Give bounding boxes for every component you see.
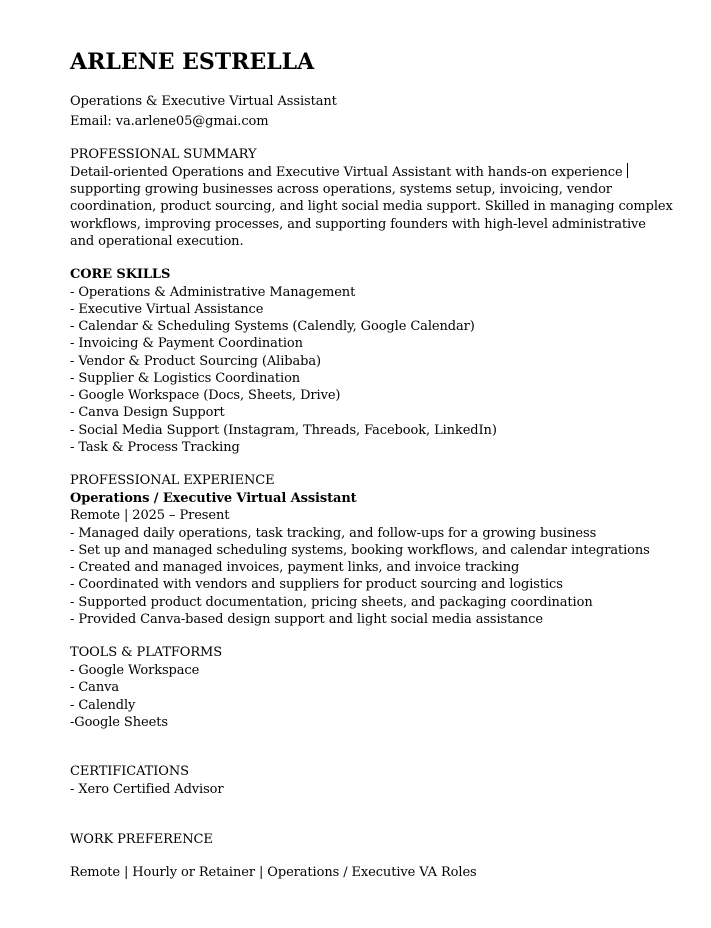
list-item: - Set up and managed scheduling systems, booking workflows, and calendar integrations [70, 542, 650, 558]
list-item: - Managed daily operations, task tracking, and follow-ups for a growing business [70, 525, 597, 541]
list-item: - Vendor & Product Sourcing (Alibaba) [70, 353, 321, 369]
skills-list [70, 284, 497, 457]
list-item: - Xero Certified Advisor [70, 782, 224, 797]
experience-role: Operations / Executive Virtual Assistant [70, 490, 357, 506]
summary-line: supporting growing businesses across operations, systems setup, invoicing, vendor [70, 181, 612, 197]
list-item: - Operations & Administrative Management [70, 284, 356, 300]
experience-list [70, 525, 650, 629]
candidate-name: ARLENE ESTRELLA [70, 49, 315, 75]
list-item: - Calendar & Scheduling Systems (Calendly, Google Calendar) [70, 319, 475, 334]
list-item: - Canva [70, 680, 119, 696]
experience-heading: PROFESSIONAL EXPERIENCE [70, 473, 275, 488]
list-item: - Google Workspace (Docs, Sheets, Drive) [70, 388, 341, 403]
list-item: - Provided Canva-based design support and light social media assistance [70, 611, 543, 627]
summary-line: workflows, improving processes, and supporting founders with high-level administrative [70, 216, 646, 232]
list-item: - Coordinated with vendors and suppliers for product sourcing and logistics [70, 577, 563, 593]
list-item: - Executive Virtual Assistance [70, 301, 264, 317]
list-item: - Canva Design Support [70, 405, 225, 421]
summary-line: Detail-oriented Operations and Executive Virtual Assistant with hands-on experience [70, 163, 628, 181]
list-item: - Google Workspace [70, 663, 200, 678]
preference-text: Remote | Hourly or Retainer | Operations / Executive VA Roles [70, 865, 477, 880]
list-item: - Social Media Support (Instagram, Threads, Facebook, LinkedIn) [70, 422, 497, 438]
list-item: -Google Sheets [70, 714, 168, 730]
summary-line: coordination, product sourcing, and light social media support. Skilled in managing complex [70, 199, 673, 214]
summary-line: and operational execution. [70, 234, 244, 249]
list-item: - Supplier & Logistics Coordination [70, 370, 301, 386]
tools-heading: TOOLS & PLATFORMS [70, 645, 223, 660]
list-item: - Invoicing & Payment Coordination [70, 336, 303, 352]
list-item: - Supported product documentation, pricing sheets, and packaging coordination [70, 594, 593, 610]
certifications-heading: CERTIFICATIONS [70, 764, 189, 779]
experience-meta: Remote | 2025 – Present [70, 508, 230, 523]
preference-heading: WORK PREFERENCE [70, 832, 213, 847]
list-item: - Created and managed invoices, payment links, and invoice tracking [70, 560, 520, 575]
candidate-email: Email: va.arlene05@gmai.com [70, 114, 269, 129]
summary-heading: PROFESSIONAL SUMMARY [70, 147, 257, 162]
text-cursor [627, 163, 628, 178]
tools-list [70, 662, 199, 731]
list-item: - Calendly [70, 697, 136, 713]
certifications-list [70, 781, 224, 798]
skills-heading: CORE SKILLS [70, 267, 171, 282]
list-item: - Task & Process Tracking [70, 439, 240, 455]
candidate-title: Operations & Executive Virtual Assistant [70, 94, 337, 109]
